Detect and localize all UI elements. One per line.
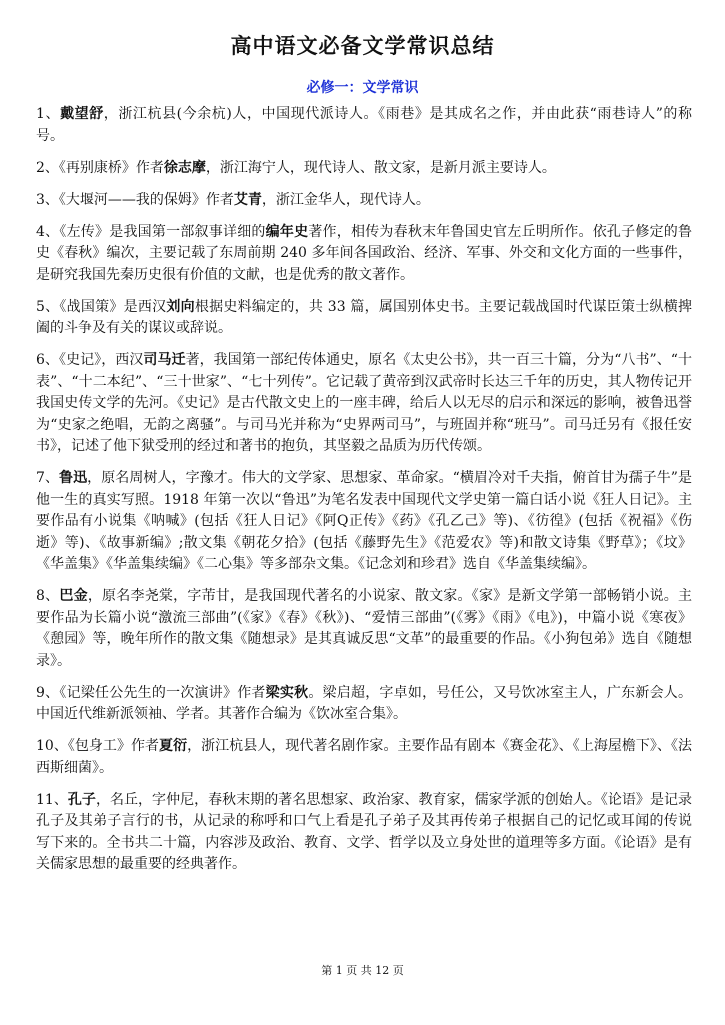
- author-name: 司马迁: [143, 352, 186, 368]
- author-name: 巴金: [59, 588, 88, 604]
- list-item: 6、《史记》，西汉司马迁著，我国第一部纪传体通史，原名《太史公书》，共一百三十篇，分为“八书”、“十表”、“十二本纪”、“三十世家”、“七十列传”。它记载了黄帝到汉武帝时长达三千年的历史，其人物传记开我国史传文学的先河。《史记》是古代散文史上的一座丰碑，给后人以无尽的启示和深远的影响，被鲁迅誉为“史家之绝唱，无韵之离骚”。与司马光并称为“史界两司马”，与班固并称“班马”。司马迁另有《报任安书》，记述了他下狱受刑的经过和著书的抱负，其坚毅之品质为历代传颂。: [36, 352, 692, 454]
- author-name: 艾青: [233, 191, 262, 208]
- author-name: 徐志摩: [163, 159, 206, 176]
- list-item: 11、孔子，名丘，字仲尼，春秋末期的著名思想家、政治家、教育家，儒家学派的创始人。《论语》是记录孔子及其弟子言行的书，从记录的称呼和口气上看是孔子弟子及其再传弟子根据自己的记忆或耳闻的传说写下来的。全书共二十篇，内容涉及政治、教育、文学、哲学以及立身处世的道理等多方面。《论语》是有关儒家思想的最重要的经典著作。: [36, 791, 693, 872]
- page-title: 高中语文必备文学常识总结: [230, 33, 495, 58]
- list-item: 9、《记梁任公先生的一次演讲》作者梁实秋。梁启超，字卓如，号任公，又号饮冰室主人，广东新会人。中国近代维新派领袖、学者。其著作合编为《饮冰室合集》。: [36, 684, 693, 722]
- author-name: 鲁迅: [59, 470, 88, 486]
- page-number: 第 1 页 共 12 页: [321, 964, 404, 977]
- list-item: 2、《再别康桥》作者徐志摩，浙江海宁人，现代诗人、散文家，是新月派主要诗人。: [36, 159, 556, 176]
- list-item: 5、《战国策》是西汉刘向根据史料编定的，共 33 篇，属国别体史书。主要记载战国时代谋臣策士纵横捭阖的斗争及有关的谋议或辞说。: [36, 298, 692, 336]
- list-item: 4、《左传》是我国第一部叙事详细的编年史著作，相传为春秋末年鲁国史官左丘明所作。依孔子修定的鲁史《春秋》编次，主要记载了东周前期 240 多年间各国政治、经济、军事、外交和文化方面的一些事件，是研究我国先秦历史很有价值的文献，也是优秀的散文著作。: [36, 223, 693, 283]
- key-term: 编年史: [265, 223, 309, 240]
- author-name: 夏衍: [159, 738, 188, 754]
- author-name: 刘向: [166, 298, 195, 315]
- author-name: 梁实秋: [265, 684, 309, 701]
- list-item: 7、鲁迅，原名周树人，字豫才。伟大的文学家、思想家、革命家。“横眉冷对千夫指，俯首甘为孺子牛”是他一生的真实写照。1918 年第一次以“鲁迅”为笔名发表中国现代文学史第一篇白话小说《狂人日记》。主要作品有小说集《呐喊》(包括《狂人日记》《阿Q正传》《药》《孔乙己》等)、《彷徨》(包括《祝福》《伤逝》等)、《故事新编》;散文集《朝花夕拾》(包括《藤野先生》《范爱农》等)和散文诗集《野草》；《坟》《华盖集》《华盖集续编》《二心集》等多部杂文集。《记念刘和珍君》选自《华盖集续编》。: [36, 470, 692, 572]
- list-item: 3、《大堰河——我的保姆》作者艾青，浙江金华人，现代诗人。: [36, 191, 430, 208]
- author-name: 孔子: [67, 791, 96, 808]
- list-item: 10、《包身工》作者夏衍，浙江杭县人，现代著名剧作家。主要作品有剧本《赛金花》、《上海屋檐下》、《法西斯细菌》。: [36, 738, 693, 776]
- author-name: 戴望舒: [60, 106, 104, 122]
- list-item: 1、戴望舒，浙江杭县(今余杭)人，中国现代派诗人。《雨巷》是其成名之作，并由此获“雨巷诗人”的称号。: [36, 106, 692, 144]
- list-item: 8、巴金，原名李尧棠，字芾甘，是我国现代著名的小说家、散文家。《家》是新文学第一部畅销小说。主要作品为长篇小说“激流三部曲”(《家》《春》《秋》)、“爱情三部曲”(《雾》《雨》《电》)，中篇小说《寒夜》《憩园》等，晚年所作的散文集《随想录》是其真诚反思“文革”的最重要的作品。《小狗包弟》选自《随想录》。: [36, 588, 693, 669]
- entry-list: [36, 104, 692, 886]
- section-subtitle: 必修一：文学常识: [306, 80, 419, 96]
